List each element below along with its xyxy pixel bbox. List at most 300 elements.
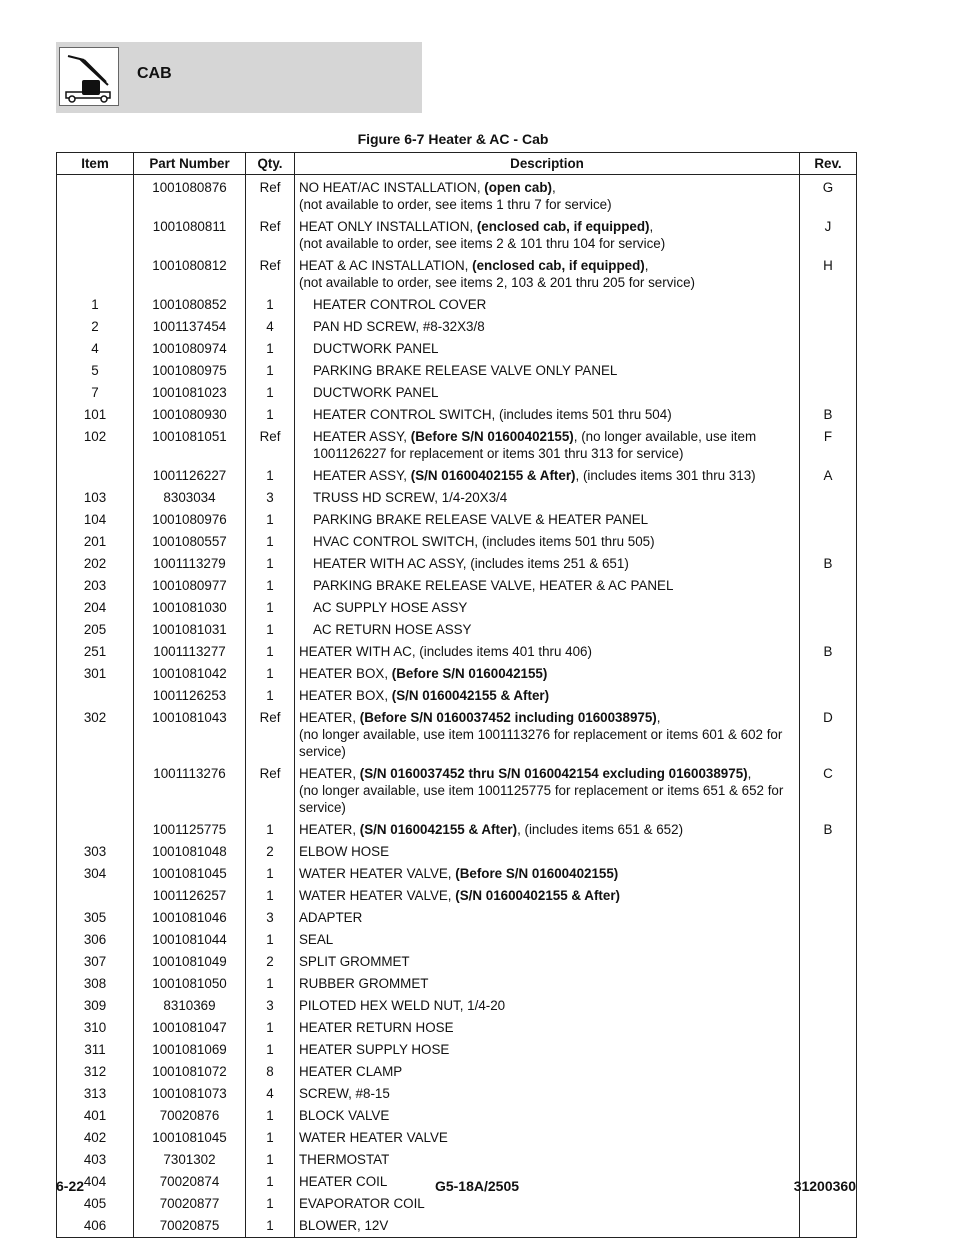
description-emphasis: (S/N 01600402155 & After) bbox=[455, 888, 620, 903]
rev-cell: D bbox=[800, 707, 857, 763]
table-row bbox=[57, 1127, 857, 1149]
qty-cell: 1 bbox=[246, 531, 295, 553]
description-text: HEATER ASSY, bbox=[313, 468, 411, 483]
rev-cell bbox=[800, 1193, 857, 1215]
table-header-row bbox=[57, 153, 857, 175]
description-cell bbox=[295, 1127, 800, 1149]
qty-cell: 1 bbox=[246, 685, 295, 707]
description-text: WATER HEATER VALVE bbox=[299, 1130, 448, 1145]
description-emphasis: (Before S/N 0160037452 including 0160038975) bbox=[359, 710, 657, 725]
rev-cell bbox=[800, 1061, 857, 1083]
part-number-cell: 1001081045 bbox=[134, 863, 246, 885]
description-cell bbox=[295, 1105, 800, 1127]
description-cell bbox=[295, 216, 800, 255]
description-cell bbox=[295, 465, 800, 487]
qty-cell: 1 bbox=[246, 1127, 295, 1149]
rev-cell bbox=[800, 382, 857, 404]
rev-cell: B bbox=[800, 553, 857, 575]
part-number-cell: 1001126253 bbox=[134, 685, 246, 707]
description-cell bbox=[295, 973, 800, 995]
rev-cell bbox=[800, 995, 857, 1017]
qty-cell: 1 bbox=[246, 1193, 295, 1215]
col-header-part-number: Part Number bbox=[134, 153, 246, 175]
rev-cell bbox=[800, 575, 857, 597]
part-number-cell: 1001080876 bbox=[134, 175, 246, 217]
qty-cell: 3 bbox=[246, 907, 295, 929]
description-cell bbox=[295, 907, 800, 929]
description-text: HEATER BOX, bbox=[299, 666, 392, 681]
part-number-cell: 1001081046 bbox=[134, 907, 246, 929]
description-text: WATER HEATER VALVE, bbox=[299, 888, 456, 903]
table-row bbox=[57, 1061, 857, 1083]
table-row bbox=[57, 382, 857, 404]
rev-cell bbox=[800, 863, 857, 885]
description-cell bbox=[295, 575, 800, 597]
part-number-cell: 1001113279 bbox=[134, 553, 246, 575]
rev-cell bbox=[800, 360, 857, 382]
description-cell bbox=[295, 707, 800, 763]
qty-cell: 1 bbox=[246, 338, 295, 360]
part-number-cell: 8310369 bbox=[134, 995, 246, 1017]
description-note: (not available to order, see items 2 & 101 thru 104 for service) bbox=[299, 236, 666, 251]
description-text: PARKING BRAKE RELEASE VALVE, HEATER & AC PANEL bbox=[313, 578, 674, 593]
description-emphasis: (Before S/N 01600402155) bbox=[455, 866, 619, 881]
col-header-rev: Rev. bbox=[800, 153, 857, 175]
description-text: WATER HEATER VALVE, bbox=[299, 866, 456, 881]
part-number-cell: 1001125775 bbox=[134, 819, 246, 841]
item-cell: 205 bbox=[57, 619, 134, 641]
table-row bbox=[57, 1149, 857, 1171]
part-number-cell: 1001081073 bbox=[134, 1083, 246, 1105]
item-cell: 5 bbox=[57, 360, 134, 382]
description-suffix: , (no longer available, use item bbox=[573, 429, 757, 444]
table-row bbox=[57, 316, 857, 338]
description-text: TRUSS HD SCREW, 1/4-20X3/4 bbox=[313, 490, 508, 505]
description-cell bbox=[295, 294, 800, 316]
part-number-cell: 1001080977 bbox=[134, 575, 246, 597]
qty-cell: 1 bbox=[246, 619, 295, 641]
qty-cell: 1 bbox=[246, 575, 295, 597]
description-text: PILOTED HEX WELD NUT, 1/4-20 bbox=[299, 998, 506, 1013]
table-row bbox=[57, 663, 857, 685]
description-text: PARKING BRAKE RELEASE VALVE & HEATER PANEL bbox=[313, 512, 649, 527]
description-note: (not available to order, see items 1 thru 7 for service) bbox=[299, 197, 612, 212]
description-cell bbox=[295, 360, 800, 382]
qty-cell: 8 bbox=[246, 1061, 295, 1083]
item-cell: 101 bbox=[57, 404, 134, 426]
description-text: HEATER CONTROL SWITCH, (includes items 501 thru 504) bbox=[313, 407, 672, 422]
part-number-cell: 1001113276 bbox=[134, 763, 246, 819]
table-row bbox=[57, 575, 857, 597]
description-cell bbox=[295, 316, 800, 338]
description-cell bbox=[295, 885, 800, 907]
part-number-cell: 1001081051 bbox=[134, 426, 246, 465]
table-row bbox=[57, 885, 857, 907]
description-text: HEATER WITH AC ASSY, (includes items 251 & 651) bbox=[313, 556, 629, 571]
qty-cell: 1 bbox=[246, 929, 295, 951]
rev-cell bbox=[800, 509, 857, 531]
rev-cell bbox=[800, 1083, 857, 1105]
item-cell: 303 bbox=[57, 841, 134, 863]
description-text: THERMOSTAT bbox=[299, 1152, 390, 1167]
description-emphasis: (S/N 01600402155 & After) bbox=[410, 468, 576, 483]
rev-cell bbox=[800, 1215, 857, 1238]
rev-cell: H bbox=[800, 255, 857, 294]
table-row bbox=[57, 763, 857, 819]
part-number-cell: 1001081072 bbox=[134, 1061, 246, 1083]
table-row bbox=[57, 707, 857, 763]
item-cell: 305 bbox=[57, 907, 134, 929]
table-row bbox=[57, 1039, 857, 1061]
description-cell bbox=[295, 663, 800, 685]
description-text: BLOWER, 12V bbox=[299, 1218, 389, 1233]
table-row bbox=[57, 426, 857, 465]
description-cell bbox=[295, 509, 800, 531]
description-emphasis: (Before S/N 01600402155) bbox=[410, 429, 574, 444]
qty-cell: 4 bbox=[246, 316, 295, 338]
qty-cell: Ref bbox=[246, 763, 295, 819]
rev-cell bbox=[800, 487, 857, 509]
rev-cell: F bbox=[800, 426, 857, 465]
qty-cell: 1 bbox=[246, 1171, 295, 1193]
item-cell: 2 bbox=[57, 316, 134, 338]
item-cell: 302 bbox=[57, 707, 134, 763]
qty-cell: 1 bbox=[246, 641, 295, 663]
part-number-cell: 1001081050 bbox=[134, 973, 246, 995]
part-number-cell: 1001081043 bbox=[134, 707, 246, 763]
rev-cell bbox=[800, 597, 857, 619]
description-text: HEATER, bbox=[299, 710, 360, 725]
item-cell: 104 bbox=[57, 509, 134, 531]
description-text: DUCTWORK PANEL bbox=[313, 341, 439, 356]
table-row bbox=[57, 509, 857, 531]
description-emphasis: (S/N 0160037452 thru S/N 0160042154 excluding 0160038975) bbox=[359, 766, 748, 781]
description-cell bbox=[295, 863, 800, 885]
item-cell bbox=[57, 885, 134, 907]
rev-cell bbox=[800, 338, 857, 360]
rev-cell: J bbox=[800, 216, 857, 255]
page-number: 6-22 bbox=[56, 1178, 85, 1194]
rev-cell bbox=[800, 841, 857, 863]
item-cell bbox=[57, 255, 134, 294]
description-text: EVAPORATOR COIL bbox=[299, 1196, 425, 1211]
qty-cell: 1 bbox=[246, 885, 295, 907]
description-text: HEATER BOX, bbox=[299, 688, 392, 703]
qty-cell: 2 bbox=[246, 951, 295, 973]
item-cell bbox=[57, 175, 134, 217]
table-row bbox=[57, 531, 857, 553]
item-cell: 312 bbox=[57, 1061, 134, 1083]
part-number-cell: 1001081049 bbox=[134, 951, 246, 973]
rev-cell bbox=[800, 1149, 857, 1171]
part-number-cell: 70020874 bbox=[134, 1171, 246, 1193]
table-row bbox=[57, 255, 857, 294]
rev-cell bbox=[800, 531, 857, 553]
part-number-cell: 8303034 bbox=[134, 487, 246, 509]
description-text: HEATER RETURN HOSE bbox=[299, 1020, 454, 1035]
item-cell: 404 bbox=[57, 1171, 134, 1193]
description-cell bbox=[295, 995, 800, 1017]
description-text: HEATER WITH AC, (includes items 401 thru 406) bbox=[299, 644, 592, 659]
qty-cell: 1 bbox=[246, 1039, 295, 1061]
description-cell bbox=[295, 382, 800, 404]
description-note: 1001126227 for replacement or items 301 thru 313 for service) bbox=[313, 446, 684, 461]
description-cell bbox=[295, 531, 800, 553]
rev-cell bbox=[800, 885, 857, 907]
item-cell: 1 bbox=[57, 294, 134, 316]
description-note: (not available to order, see items 2, 103 & 201 thru 205 for service) bbox=[299, 275, 695, 290]
part-number-cell: 70020876 bbox=[134, 1105, 246, 1127]
description-text: DUCTWORK PANEL bbox=[313, 385, 439, 400]
rev-cell: B bbox=[800, 641, 857, 663]
item-cell: 310 bbox=[57, 1017, 134, 1039]
qty-cell: 1 bbox=[246, 509, 295, 531]
table-row bbox=[57, 951, 857, 973]
description-text: SPLIT GROMMET bbox=[299, 954, 410, 969]
qty-cell: 3 bbox=[246, 995, 295, 1017]
part-number-cell: 1001137454 bbox=[134, 316, 246, 338]
qty-cell: 2 bbox=[246, 841, 295, 863]
rev-cell bbox=[800, 1105, 857, 1127]
table-row bbox=[57, 294, 857, 316]
qty-cell: 1 bbox=[246, 863, 295, 885]
description-cell bbox=[295, 553, 800, 575]
qty-cell: 1 bbox=[246, 360, 295, 382]
part-number-cell: 1001081044 bbox=[134, 929, 246, 951]
description-cell bbox=[295, 175, 800, 217]
rev-cell: G bbox=[800, 175, 857, 217]
description-text: AC RETURN HOSE ASSY bbox=[313, 622, 472, 637]
parts-table bbox=[56, 152, 857, 1238]
rev-cell: A bbox=[800, 465, 857, 487]
description-cell bbox=[295, 951, 800, 973]
item-cell: 402 bbox=[57, 1127, 134, 1149]
part-number-cell: 70020877 bbox=[134, 1193, 246, 1215]
table-row bbox=[57, 685, 857, 707]
table-row bbox=[57, 907, 857, 929]
description-suffix: , bbox=[747, 766, 752, 781]
description-cell bbox=[295, 1017, 800, 1039]
description-emphasis: (S/N 0160042155 & After) bbox=[391, 688, 550, 703]
item-cell: 202 bbox=[57, 553, 134, 575]
table-row bbox=[57, 553, 857, 575]
table-row bbox=[57, 216, 857, 255]
qty-cell: 1 bbox=[246, 1017, 295, 1039]
item-cell: 405 bbox=[57, 1193, 134, 1215]
rev-cell: B bbox=[800, 404, 857, 426]
table-row bbox=[57, 1215, 857, 1238]
item-cell: 308 bbox=[57, 973, 134, 995]
qty-cell: 1 bbox=[246, 382, 295, 404]
rev-cell: B bbox=[800, 819, 857, 841]
rev-cell bbox=[800, 663, 857, 685]
item-cell: 204 bbox=[57, 597, 134, 619]
description-text: HVAC CONTROL SWITCH, (includes items 501 thru 505) bbox=[313, 534, 655, 549]
part-number-cell: 1001080930 bbox=[134, 404, 246, 426]
qty-cell: 1 bbox=[246, 465, 295, 487]
qty-cell: 1 bbox=[246, 1215, 295, 1238]
description-suffix: , bbox=[644, 258, 649, 273]
table-row bbox=[57, 973, 857, 995]
item-cell: 251 bbox=[57, 641, 134, 663]
part-number-cell: 1001080812 bbox=[134, 255, 246, 294]
part-number-cell: 70020875 bbox=[134, 1215, 246, 1238]
qty-cell: Ref bbox=[246, 175, 295, 217]
part-number-cell: 7301302 bbox=[134, 1149, 246, 1171]
description-text: SCREW, #8-15 bbox=[299, 1086, 390, 1101]
description-text: HEATER CLAMP bbox=[299, 1064, 403, 1079]
col-header-item: Item bbox=[57, 153, 134, 175]
description-text: HEAT & AC INSTALLATION, bbox=[299, 258, 473, 273]
qty-cell: 1 bbox=[246, 663, 295, 685]
item-cell bbox=[57, 685, 134, 707]
table-row bbox=[57, 619, 857, 641]
part-number-cell: 1001126227 bbox=[134, 465, 246, 487]
table-row bbox=[57, 465, 857, 487]
item-cell bbox=[57, 465, 134, 487]
qty-cell: 4 bbox=[246, 1083, 295, 1105]
item-cell bbox=[57, 763, 134, 819]
qty-cell: Ref bbox=[246, 426, 295, 465]
table-row bbox=[57, 487, 857, 509]
description-suffix: , (includes items 651 & 652) bbox=[517, 822, 684, 837]
table-row bbox=[57, 1017, 857, 1039]
item-cell: 311 bbox=[57, 1039, 134, 1061]
part-number-cell: 1001081047 bbox=[134, 1017, 246, 1039]
qty-cell: 3 bbox=[246, 487, 295, 509]
description-cell bbox=[295, 819, 800, 841]
rev-cell bbox=[800, 1017, 857, 1039]
qty-cell: 1 bbox=[246, 404, 295, 426]
table-row bbox=[57, 338, 857, 360]
rev-cell bbox=[800, 1039, 857, 1061]
table-row bbox=[57, 1105, 857, 1127]
part-number-cell: 1001081069 bbox=[134, 1039, 246, 1061]
description-note: (no longer available, use item 1001125775 for replacement or items 651 & 652 for service) bbox=[299, 783, 784, 815]
part-number-cell: 1001081031 bbox=[134, 619, 246, 641]
description-cell bbox=[295, 841, 800, 863]
rev-cell bbox=[800, 1127, 857, 1149]
table-row bbox=[57, 597, 857, 619]
item-cell: 102 bbox=[57, 426, 134, 465]
qty-cell: 1 bbox=[246, 294, 295, 316]
item-cell bbox=[57, 819, 134, 841]
figure-title: Figure 6-7 Heater & AC - Cab bbox=[357, 131, 549, 147]
description-cell bbox=[295, 1149, 800, 1171]
machine-logo bbox=[59, 47, 119, 106]
item-cell: 4 bbox=[57, 338, 134, 360]
item-cell: 7 bbox=[57, 382, 134, 404]
description-cell bbox=[295, 1039, 800, 1061]
qty-cell: Ref bbox=[246, 707, 295, 763]
description-cell bbox=[295, 426, 800, 465]
item-cell: 313 bbox=[57, 1083, 134, 1105]
description-cell bbox=[295, 685, 800, 707]
description-text: ADAPTER bbox=[299, 910, 363, 925]
manual-number: 31200360 bbox=[793, 1178, 856, 1194]
description-text: HEAT ONLY INSTALLATION, bbox=[299, 219, 477, 234]
rev-cell bbox=[800, 316, 857, 338]
description-text: HEATER CONTROL COVER bbox=[313, 297, 487, 312]
description-text: PARKING BRAKE RELEASE VALVE ONLY PANEL bbox=[313, 363, 618, 378]
item-cell: 201 bbox=[57, 531, 134, 553]
rev-cell bbox=[800, 973, 857, 995]
part-number-cell: 1001080557 bbox=[134, 531, 246, 553]
description-text: HEATER ASSY, bbox=[313, 429, 411, 444]
part-number-cell: 1001080976 bbox=[134, 509, 246, 531]
description-cell bbox=[295, 1215, 800, 1238]
section-title: CAB bbox=[137, 65, 172, 82]
description-emphasis: (open cab) bbox=[484, 180, 552, 195]
rev-cell bbox=[800, 619, 857, 641]
rev-cell bbox=[800, 951, 857, 973]
description-cell bbox=[295, 763, 800, 819]
description-cell bbox=[295, 1193, 800, 1215]
model-name: G5-18A/2505 bbox=[434, 1178, 520, 1194]
qty-cell: 1 bbox=[246, 1105, 295, 1127]
description-text: HEATER COIL bbox=[299, 1174, 388, 1189]
description-emphasis: (S/N 0160042155 & After) bbox=[359, 822, 518, 837]
part-number-cell: 1001080811 bbox=[134, 216, 246, 255]
table-row bbox=[57, 995, 857, 1017]
item-cell: 307 bbox=[57, 951, 134, 973]
part-number-cell: 1001126257 bbox=[134, 885, 246, 907]
description-cell bbox=[295, 929, 800, 951]
rev-cell: C bbox=[800, 763, 857, 819]
table-row bbox=[57, 1083, 857, 1105]
rev-cell bbox=[800, 685, 857, 707]
table-row bbox=[57, 360, 857, 382]
item-cell: 403 bbox=[57, 1149, 134, 1171]
item-cell: 401 bbox=[57, 1105, 134, 1127]
part-number-cell: 1001081042 bbox=[134, 663, 246, 685]
description-cell bbox=[295, 487, 800, 509]
item-cell: 301 bbox=[57, 663, 134, 685]
part-number-cell: 1001081023 bbox=[134, 382, 246, 404]
description-cell bbox=[295, 619, 800, 641]
description-suffix: , bbox=[656, 710, 661, 725]
part-number-cell: 1001113277 bbox=[134, 641, 246, 663]
qty-cell: Ref bbox=[246, 216, 295, 255]
rev-cell bbox=[800, 929, 857, 951]
item-cell: 103 bbox=[57, 487, 134, 509]
qty-cell: 1 bbox=[246, 973, 295, 995]
description-text: RUBBER GROMMET bbox=[299, 976, 429, 991]
description-text: HEATER SUPPLY HOSE bbox=[299, 1042, 450, 1057]
description-emphasis: (enclosed cab, if equipped) bbox=[476, 219, 650, 234]
table-row bbox=[57, 641, 857, 663]
col-header-description: Description bbox=[295, 153, 800, 175]
col-header-qty: Qty. bbox=[246, 153, 295, 175]
item-cell: 306 bbox=[57, 929, 134, 951]
description-text: NO HEAT/AC INSTALLATION, bbox=[299, 180, 485, 195]
description-text: ELBOW HOSE bbox=[299, 844, 390, 859]
table-row bbox=[57, 404, 857, 426]
table-row bbox=[57, 819, 857, 841]
description-suffix: , bbox=[649, 219, 654, 234]
rev-cell bbox=[800, 294, 857, 316]
description-cell bbox=[295, 338, 800, 360]
description-cell bbox=[295, 641, 800, 663]
item-cell: 309 bbox=[57, 995, 134, 1017]
qty-cell: Ref bbox=[246, 255, 295, 294]
qty-cell: 1 bbox=[246, 1149, 295, 1171]
qty-cell: 1 bbox=[246, 597, 295, 619]
parts-table-body bbox=[57, 175, 857, 1238]
description-cell bbox=[295, 1083, 800, 1105]
part-number-cell: 1001081048 bbox=[134, 841, 246, 863]
table-row bbox=[57, 175, 857, 217]
